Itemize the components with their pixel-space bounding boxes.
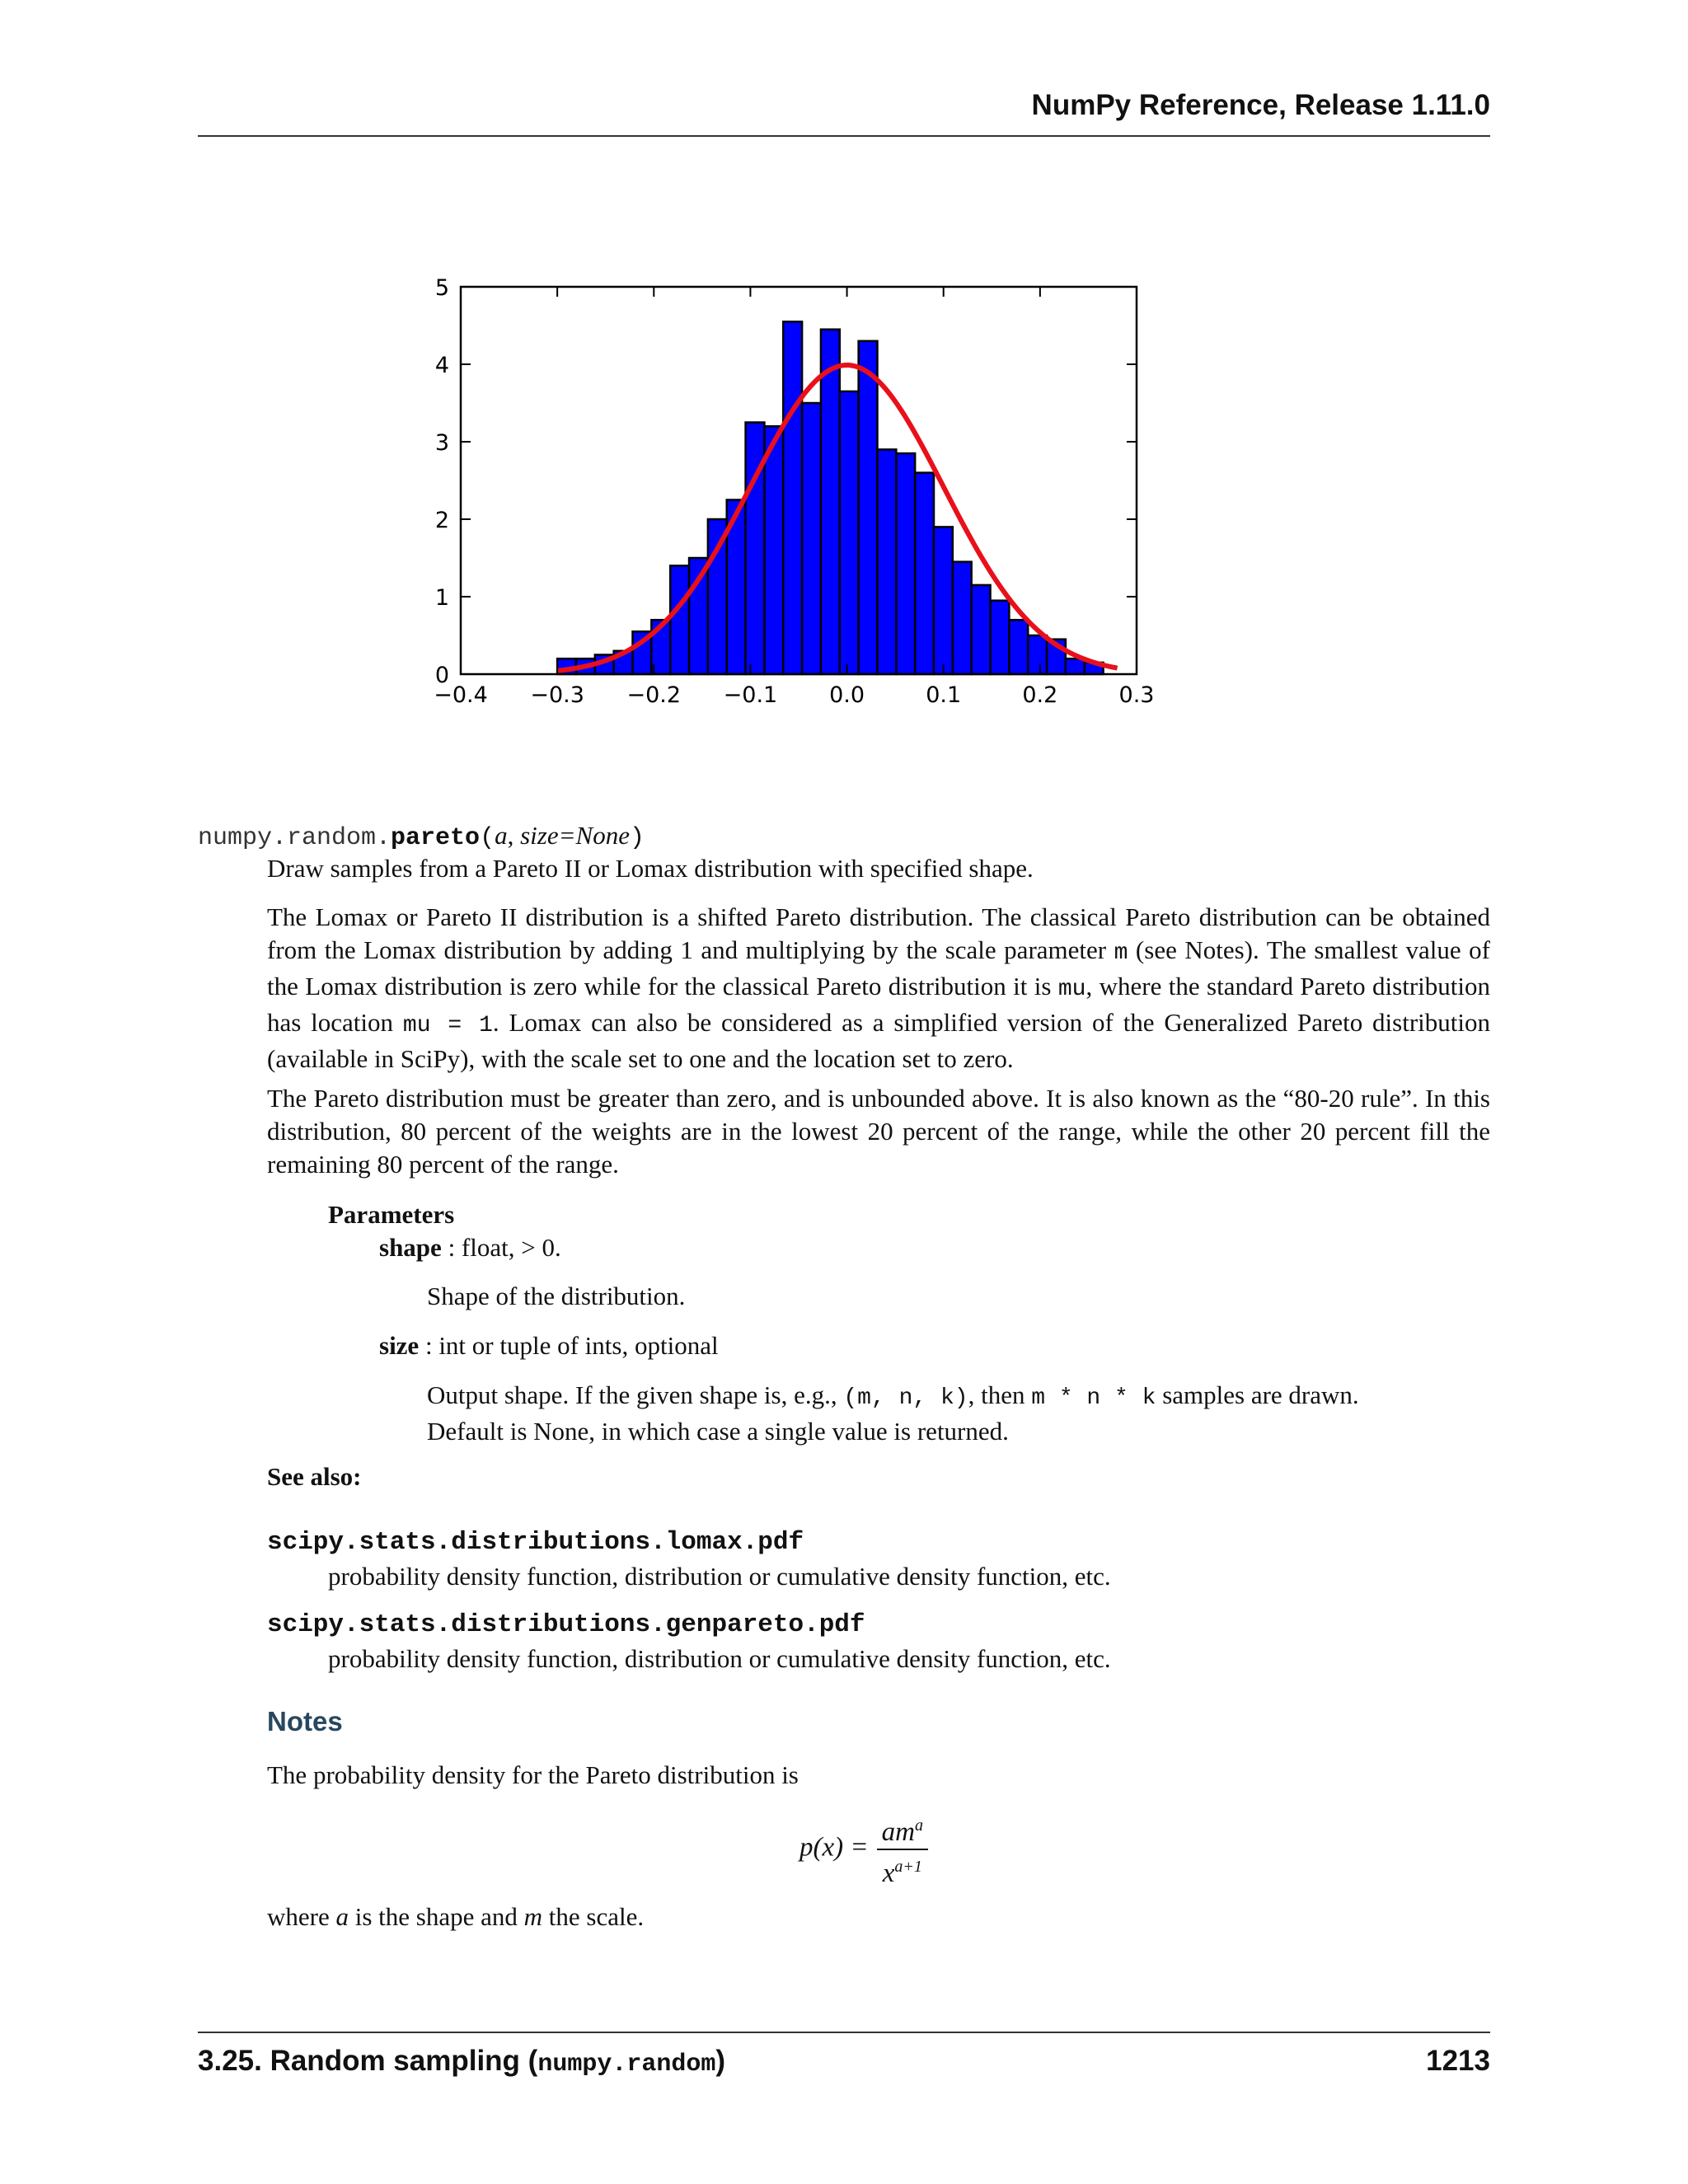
signature-arg-a: a: [495, 821, 508, 850]
histogram-bar: [991, 601, 1010, 674]
parameters-heading: Parameters: [328, 1200, 455, 1229]
x-tick-label: 0.2: [1022, 682, 1058, 708]
signature-open-paren: (: [480, 824, 495, 852]
description-paragraph-2: The Pareto distribution must be greater than zero, and is unbounded above. It is also known as the “80-20 rule”. In this distribution, 80 percent of the weights are in the lowest 20 percent of the range, while the other 20 percent fill the remaining 80 percent of the range.: [267, 1084, 1490, 1179]
histogram-bar: [1066, 658, 1085, 674]
size-desc-code-2: m * n * k: [1031, 1385, 1156, 1411]
where-var-a: a: [335, 1902, 349, 1931]
footer-section-close: ): [715, 2045, 726, 2077]
see-also-link-genpareto[interactable]: scipy.stats.distributions.genpareto.pdf: [267, 1610, 865, 1639]
histogram-bar: [764, 426, 783, 674]
summary-line: Draw samples from a Pareto II or Lomax distribution with specified shape.: [267, 854, 1034, 883]
formula-numerator: [877, 1809, 928, 1850]
see-also-link-lomax[interactable]: scipy.stats.distributions.lomax.pdf: [267, 1528, 804, 1557]
description-paragraph-1: [267, 901, 1490, 1076]
para1-text-1: The Lomax or Pareto II distribution is a shifted Pareto distribution. The classical Pareto distribution can be obtained from the Lomax distribution by adding 1 and multiplying by the scale parameter: [267, 902, 1490, 964]
size-desc-text-1: Output shape. If the given shape is, e.g.,: [427, 1380, 844, 1409]
para1-code-mu-equals-1: mu = 1: [402, 1013, 493, 1038]
y-tick-label: 1: [434, 585, 449, 611]
x-tick-label: 0.0: [829, 682, 865, 708]
y-tick-label: 3: [434, 430, 449, 456]
param-size-name: size: [379, 1331, 420, 1360]
para1-text-3: , where the standard Pareto distribution has location: [267, 972, 1490, 1037]
signature-arg-size: size=None: [520, 821, 630, 850]
footer-page-number: 1213: [1426, 2045, 1490, 2077]
where-var-m: m: [523, 1902, 543, 1931]
para1-text-4: . Lomax can also be considered as a simplified version of the Generalized Pareto distribution (available in SciPy), with the scale set to one and the location set to zero.: [267, 1008, 1490, 1073]
x-tick-label: −0.2: [626, 682, 682, 708]
histogram-bar: [821, 330, 840, 674]
page-header: [198, 89, 1490, 137]
histogram-chart: [412, 264, 1170, 725]
footer-section-code: numpy.random: [537, 2050, 716, 2079]
signature-module: numpy.random.: [198, 824, 392, 852]
x-tick-label: 0.3: [1118, 682, 1155, 708]
signature-function-name: pareto: [391, 824, 481, 852]
size-desc-code-1: (m, n, k): [843, 1385, 968, 1411]
where-text-1: where: [267, 1902, 336, 1931]
page-footer: [198, 2032, 1490, 2079]
param-shape-name: shape: [379, 1233, 442, 1262]
size-desc-text-3: samples are drawn. Default is None, in which case a single value is returned.: [427, 1380, 1359, 1446]
histogram-bar: [877, 449, 896, 674]
param-size-type: : int or tuple of ints, optional: [419, 1331, 719, 1360]
see-also-desc-lomax: probability density function, distribution or cumulative density function, etc.: [328, 1562, 1111, 1591]
see-also-desc-genpareto: probability density function, distribution or cumulative density function, etc.: [328, 1644, 1111, 1673]
y-tick-label: 5: [434, 275, 449, 301]
histogram-bar: [934, 527, 953, 674]
running-title: NumPy Reference, Release 1.11.0: [1031, 89, 1490, 121]
see-also-heading: See also:: [267, 1462, 362, 1491]
where-text-2: is the shape and: [348, 1902, 524, 1931]
signature-close-paren: ): [629, 824, 645, 852]
notes-where-line: [267, 1900, 644, 1933]
formula-numerator-base: am: [881, 1817, 915, 1847]
formula-numerator-exponent: a: [915, 1816, 923, 1835]
pdf-formula: [799, 1809, 928, 1890]
histogram-bar: [953, 562, 972, 674]
formula-denominator-exponent: a+1: [894, 1858, 922, 1876]
para1-code-mu: mu: [1057, 977, 1086, 1002]
histogram-figure: [412, 264, 1170, 729]
signature-separator: ,: [507, 821, 521, 850]
y-tick-label: 2: [434, 508, 449, 533]
param-size-description: [427, 1379, 1400, 1448]
histogram-bar: [783, 321, 802, 674]
histogram-bar: [1009, 620, 1028, 674]
formula-lhs: p(x) =: [799, 1832, 869, 1863]
y-tick-label: 4: [434, 353, 449, 378]
formula-fraction: [877, 1809, 928, 1890]
formula-denominator: [877, 1850, 928, 1890]
x-tick-label: 0.1: [926, 682, 962, 708]
histogram-bar: [708, 519, 727, 674]
histogram-bar: [859, 341, 878, 674]
param-shape-description: Shape of the distribution.: [427, 1282, 686, 1310]
param-size: [379, 1329, 719, 1362]
histogram-bar: [972, 585, 991, 674]
param-shape-type: : float, > 0.: [441, 1233, 561, 1262]
para1-text-2: (see Notes). The smallest value of the Lomax distribution is zero while for the classical Pareto distribution it is: [267, 935, 1490, 1001]
function-signature: [198, 819, 645, 855]
where-text-3: the scale.: [542, 1902, 645, 1931]
para1-code-m: m: [1114, 940, 1128, 966]
histogram-bar: [1028, 635, 1047, 674]
histogram-bar: [802, 403, 821, 674]
footer-section-title: [198, 2045, 725, 2079]
x-tick-label: −0.3: [530, 682, 584, 708]
x-tick-label: −0.1: [723, 682, 778, 708]
notes-heading: Notes: [267, 1706, 343, 1736]
histogram-bar: [840, 391, 859, 674]
y-tick-label: 0: [434, 663, 449, 688]
histogram-bar: [670, 565, 689, 674]
formula-denominator-base: x: [882, 1858, 895, 1888]
footer-section-text: 3.25. Random sampling (: [198, 2045, 538, 2077]
notes-intro: The probability density for the Pareto distribution is: [267, 1760, 799, 1789]
histogram-bar: [915, 473, 934, 674]
size-desc-text-2: , then: [968, 1380, 1032, 1409]
histogram-bar: [896, 453, 915, 674]
param-shape: [379, 1231, 561, 1264]
x-tick-label: −0.4: [434, 682, 488, 708]
